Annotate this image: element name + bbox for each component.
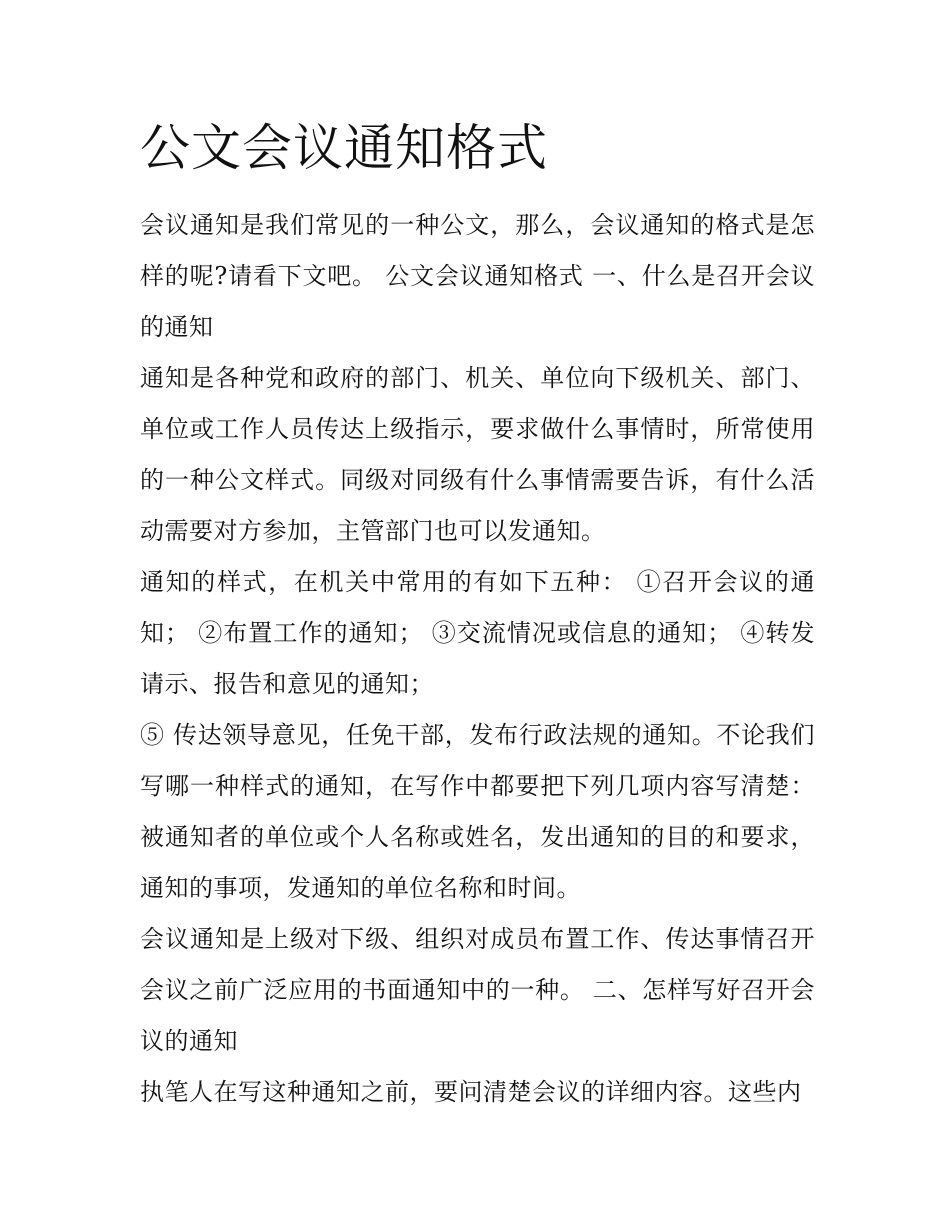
paragraph-meeting-notice: 会议通知是上级对下级、组织对成员布置工作、传达事情召开会议之前广泛应用的书面通知中的一种。 二、怎样写好召开会议的通知 — [140, 925, 815, 1055]
paragraph-writing: 执笔人在写这种通知之前，要问清楚会议的详细内容。这些内 — [140, 1078, 802, 1106]
document-title: 公文会议通知格式 — [140, 119, 548, 177]
paragraph-definition: 通知是各种党和政府的部门、机关、单位向下级机关、部门、单位或工作人员传达上级指示，要求做什么事情时，所常使用的一种公文样式。同级对同级有什么事情需要告诉，有什么活动需要对方参加，主管部门也可以发通知。 — [140, 364, 815, 545]
paragraph-types: 通知的样式，在机关中常用的有如下五种： ①召开会议的通知； ②布置工作的通知； ③交流情况或信息的通知； ④转发请示、报告和意见的通知； — [140, 568, 815, 698]
document-body — [140, 200, 815, 1118]
paragraph-requirements: ⑤ 传达领导意见，任免干部，发布行政法规的通知。不论我们写哪一种样式的通知，在写作中都要把下列几项内容写清楚：被通知者的单位或个人名称或姓名，发出通知的目的和要求，通知的事项，发通知的单位名称和时间。 — [140, 721, 815, 902]
paragraph-intro: 会议通知是我们常见的一种公文，那么，会议通知的格式是怎样的呢?请看下文吧。 公文会议通知格式 一、什么是召开会议的通知 — [140, 211, 815, 341]
